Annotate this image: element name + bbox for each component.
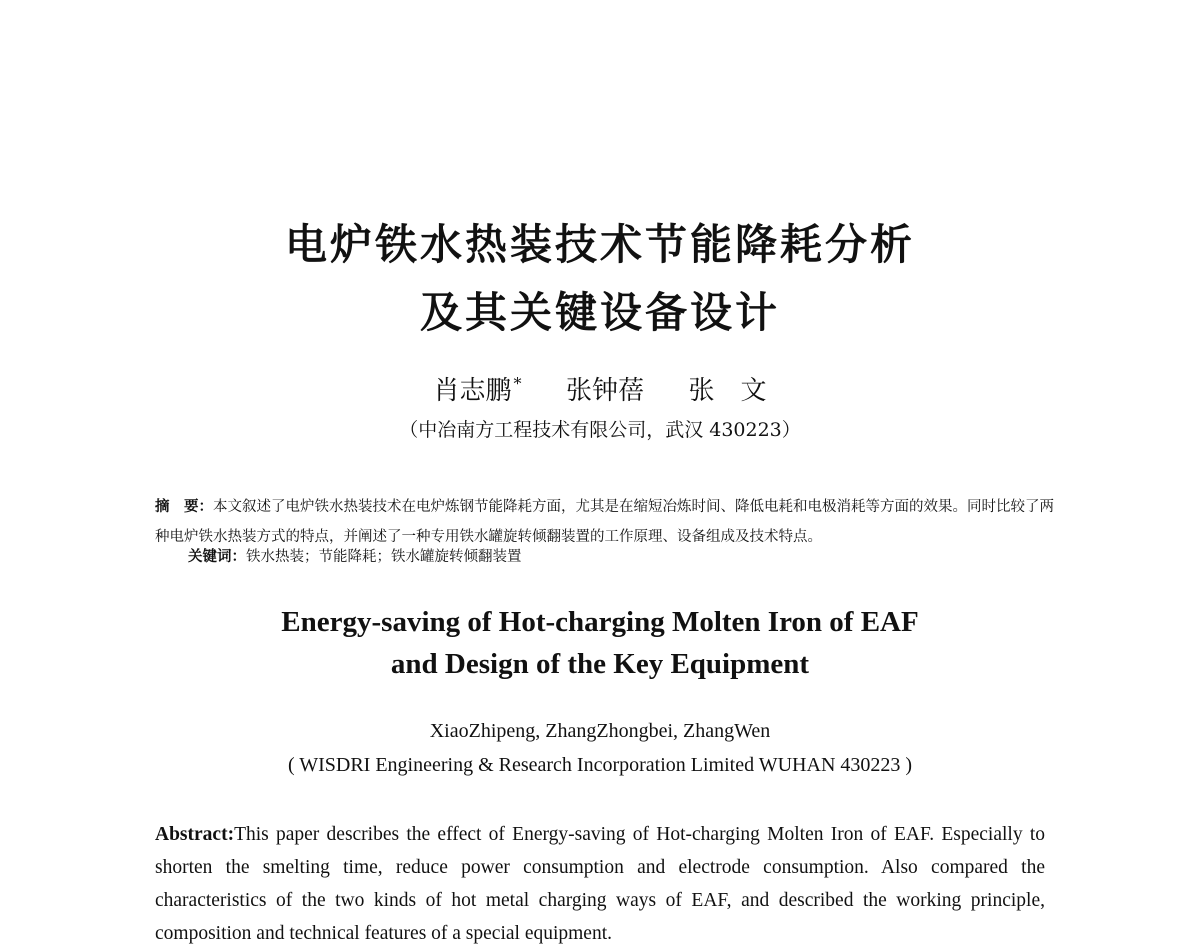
corresponding-author-mark: * [513, 374, 522, 394]
chinese-affiliation: （中冶南方工程技术有限公司，武汉 430223） [399, 419, 801, 441]
chinese-keywords-text: 铁水热装；节能降耗；铁水罐旋转倾翻装置 [246, 549, 522, 565]
chinese-title-line-2: 及其关键设备设计 [419, 288, 780, 337]
author-3: 张 文 [688, 376, 767, 406]
english-authors: XiaoZhipeng, ZhangZhongbei, ZhangWen [429, 720, 771, 742]
english-abstract [155, 818, 1045, 950]
english-title-line-1: Energy-saving of Hot-charging Molten Iron of EAF [281, 606, 919, 638]
chinese-abstract [155, 492, 1055, 552]
chinese-title-line-1: 电炉铁水热装技术节能降耗分析 [284, 220, 915, 269]
chinese-authors [0, 370, 1200, 407]
chinese-abstract-label: 摘 要： [155, 499, 213, 515]
english-abstract-label: Abstract: [155, 824, 235, 845]
chinese-keywords [188, 545, 522, 566]
author-1: 肖志鹏 [433, 376, 512, 406]
english-title-line-2: and Design of the Key Equipment [390, 648, 810, 680]
english-affiliation: ( WISDRI Engineering & Research Incorporation Limited WUHAN 430223 ) [287, 754, 913, 776]
chinese-abstract-text: 本文叙述了电炉铁水热装技术在电炉炼钢节能降耗方面，尤其是在缩短冶炼时间、降低电耗和电极消耗等方面的效果。同时比较了两种电炉铁水热装方式的特点，并阐述了一种专用铁水罐旋转倾翻装置的工作原理、设备组成及技术特点。 [155, 499, 1054, 545]
chinese-keywords-label: 关键词： [188, 549, 246, 565]
english-abstract-text: This paper describes the effect of Energy-saving of Hot-charging Molten Iron of EAF. Especially to shorten the smelting time, reduce power consumption and electrode consumption. Also compared the characteristics of the two kinds of hot metal charging ways of EAF, and described the working principle, composition and technical features of a special equipment. [155, 824, 1045, 944]
author-2: 张钟蓓 [565, 376, 644, 406]
